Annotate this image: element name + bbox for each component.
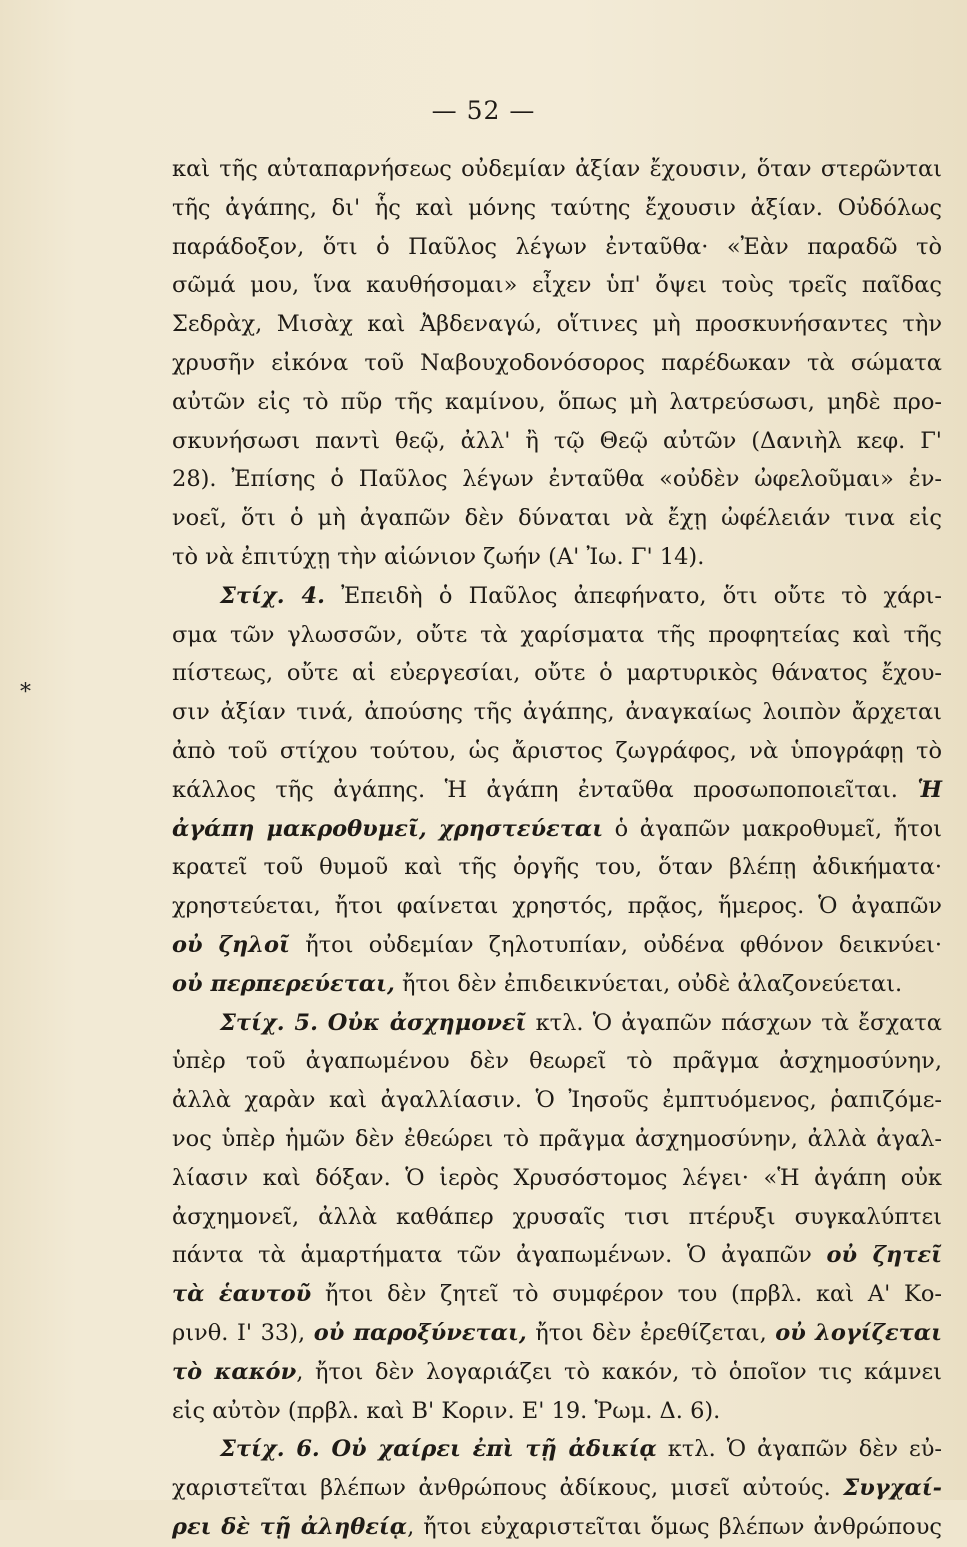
text-run: ἤτοι οὐδεμίαν ζηλοτυπίαν, οὐδένα φθόνον δεικνύει· bbox=[289, 931, 942, 958]
text-run: χρυσῆν εἰκόνα τοῦ Ναβουχοδονόσορος παρέδωκαν τὰ σώματα bbox=[172, 349, 942, 376]
text-run: νοεῖ, ὅτι ὁ μὴ ἀγαπῶν δὲν δύναται νὰ ἔχῃ ὠφέλειάν τινα εἰς bbox=[172, 505, 942, 532]
text-line bbox=[172, 383, 942, 422]
text-run: κτλ. Ὁ ἀγαπῶν δὲν εὐ- bbox=[656, 1436, 942, 1463]
text-run: λίασιν καὶ δόξαν. Ὁ ἱερὸς Χρυσόστομος λέγει· «Ἡ ἀγάπη οὐκ bbox=[172, 1164, 942, 1191]
text-line bbox=[172, 1004, 942, 1043]
text-run: κρατεῖ τοῦ θυμοῦ καὶ τῆς ὀργῆς του, ὅταν βλέπῃ ἀδικήματα· bbox=[172, 854, 942, 881]
text-line bbox=[172, 266, 942, 305]
text-run: κτλ. Ὁ ἀγαπῶν πάσχων τὰ ἔσχατα bbox=[526, 1009, 942, 1036]
text-line bbox=[172, 1198, 942, 1237]
emphasis-text: οὐ ζητεῖ bbox=[826, 1242, 942, 1269]
text-line bbox=[172, 1314, 942, 1353]
text-run: νος ὑπὲρ ἡμῶν δὲν ἐθεώρει τὸ πρᾶγμα ἀσχημοσύνην, ἀλλὰ ἀγαλ- bbox=[172, 1125, 942, 1152]
emphasis-text: οὐ περπερεύεται, bbox=[172, 970, 395, 997]
text-line bbox=[172, 732, 942, 771]
text-run: ἀλλὰ χαρὰν καὶ ἀγαλλίασιν. Ὁ Ἰησοῦς ἐμπτυόμενος, ῥαπιζόμε- bbox=[172, 1087, 942, 1114]
text-run: ἤτοι δὲν ἐρεθίζεται, bbox=[526, 1319, 776, 1346]
emphasis-text: ἀγάπη μακροθυμεῖ, χρηστεύεται bbox=[172, 815, 604, 842]
emphasis-text: ρει δὲ τῇ ἀληθείᾳ bbox=[172, 1513, 408, 1540]
page-number: — 52 — bbox=[431, 96, 536, 125]
emphasis-text: οὐ παροξύνεται, bbox=[313, 1319, 527, 1346]
text-line bbox=[172, 538, 942, 577]
text-line bbox=[172, 422, 942, 461]
text-run: 28). Ἐπίσης ὁ Παῦλος λέγων ἐνταῦθα «οὐδὲν ὠφελοῦμαι» ἐν- bbox=[172, 466, 942, 493]
text-run: καὶ τῆς αὐταπαρνήσεως οὐδεμίαν ἀξίαν ἔχουσιν, ὅταν στερῶνται bbox=[172, 156, 942, 182]
text-run: τὸ νὰ ἐπιτύχῃ τὴν αἰώνιον ζωήν (Α' Ἰω. Γ' 14). bbox=[172, 543, 705, 570]
emphasis-text: οὐ λογίζεται bbox=[775, 1319, 943, 1346]
text-line bbox=[172, 654, 942, 693]
text-line bbox=[172, 887, 942, 926]
emphasis-text: Στίχ. 5. Οὐκ ἀσχημονεῖ bbox=[220, 1009, 527, 1036]
text-line bbox=[172, 965, 942, 1004]
emphasis-text: Ἡ bbox=[917, 776, 942, 803]
text-run: ὁ ἀγαπῶν μακροθυμεῖ, ἤτοι bbox=[603, 815, 942, 842]
text-line bbox=[172, 499, 942, 538]
text-line bbox=[172, 810, 942, 849]
text-line bbox=[172, 1392, 942, 1431]
text-line bbox=[172, 1353, 942, 1392]
emphasis-text: οὐ ζηλοῖ bbox=[172, 931, 290, 958]
emphasis-text: Στίχ. 4. bbox=[220, 582, 325, 609]
emphasis-text: Συγχαί- bbox=[843, 1475, 942, 1502]
text-line bbox=[172, 1508, 942, 1547]
emphasis-text: Στίχ. 6. Οὐ χαίρει ἐπὶ τῇ ἀδικίᾳ bbox=[220, 1436, 657, 1463]
emphasis-text: τὰ ἑαυτοῦ bbox=[172, 1281, 312, 1308]
margin-mark: * bbox=[20, 680, 31, 705]
text-line bbox=[172, 305, 942, 344]
text-line bbox=[172, 1469, 942, 1508]
text-line bbox=[172, 460, 942, 499]
text-run: σῶμά μου, ἵνα καυθήσομαι» εἶχεν ὑπ' ὄψει τοὺς τρεῖς παῖδας bbox=[172, 272, 942, 299]
text-line bbox=[172, 616, 942, 655]
text-run: ἀπὸ τοῦ στίχου τούτου, ὡς ἄριστος ζωγράφος, νὰ ὑπογράφῃ τὸ bbox=[172, 737, 942, 764]
text-run: ἤτοι δὲν ζητεῖ τὸ συμφέρον του (πρβλ. καὶ Α' Κο- bbox=[311, 1281, 942, 1308]
text-line bbox=[172, 1430, 942, 1469]
text-line bbox=[172, 693, 942, 732]
text-run: σκυνήσωσι παντὶ θεῷ, ἀλλ' ἢ τῷ Θεῷ αὐτῶν (Δανιὴλ κεφ. Γ' bbox=[172, 427, 942, 454]
text-run: παράδοξον, ὅτι ὁ Παῦλος λέγων ἐνταῦθα· «Ἐὰν παραδῶ τὸ bbox=[172, 233, 942, 260]
text-run: Ἐπειδὴ ὁ Παῦλος ἀπεφήνατο, ὅτι οὔτε τὸ χάρι- bbox=[324, 582, 942, 609]
text-line bbox=[172, 1236, 942, 1275]
text-run: χρηστεύεται, ἤτοι φαίνεται χρηστός, πρᾷος, ἥμερος. Ὁ ἀγαπῶν bbox=[172, 893, 942, 920]
text-run: ρινθ. Ι' 33), bbox=[172, 1319, 314, 1346]
text-run: , ἤτοι εὐχαριστεῖται ὅμως βλέπων ἀνθρώπους bbox=[407, 1513, 942, 1540]
text-run: εἰς αὐτὸν (πρβλ. καὶ Β' Κοριν. Ε' 19. Ῥωμ. Δ. 6). bbox=[172, 1397, 721, 1424]
text-line bbox=[172, 577, 942, 616]
text-line bbox=[172, 926, 942, 965]
text-line bbox=[172, 228, 942, 267]
text-line bbox=[172, 150, 942, 189]
text-run: , ἤτοι δὲν λογαριάζει τὸ κακόν, τὸ ὁποῖον τις κάμνει bbox=[296, 1358, 942, 1385]
text-line bbox=[172, 1275, 942, 1314]
text-run: χαριστεῖται βλέπων ἀνθρώπους ἀδίκους, μισεῖ αὐτούς. bbox=[172, 1475, 844, 1502]
text-line bbox=[172, 1120, 942, 1159]
text-line bbox=[172, 771, 942, 810]
text-run: πάντα τὰ ἁμαρτήματα τῶν ἀγαπωμένων. Ὁ ἀγαπῶν bbox=[172, 1242, 827, 1269]
text-run: σμα τῶν γλωσσῶν, οὔτε τὰ χαρίσματα τῆς προφητείας καὶ τῆς bbox=[172, 621, 942, 648]
emphasis-text: τὸ κακόν bbox=[172, 1358, 297, 1385]
text-run: ἀσχημονεῖ, ἀλλὰ καθάπερ χρυσαῖς τισι πτέρυξι συγκαλύπτει bbox=[172, 1203, 942, 1230]
text-run: κάλλος τῆς ἀγάπης. Ἡ ἀγάπη ἐνταῦθα προσωποποιεῖται. bbox=[172, 776, 918, 803]
text-run: ὑπὲρ τοῦ ἀγαπωμένου δὲν θεωρεῖ τὸ πρᾶγμα ἀσχημοσύνην, bbox=[172, 1048, 942, 1075]
text-line bbox=[172, 344, 942, 383]
text-run: ἤτοι δὲν ἐπιδεικνύεται, οὐδὲ ἀλαζονεύεται. bbox=[394, 970, 903, 997]
body-text bbox=[172, 150, 942, 1547]
text-run: Σεδρὰχ, Μισὰχ καὶ Ἀβδεναγώ, οἵτινες μὴ προσκυνήσαντες τὴν bbox=[172, 311, 942, 338]
text-line bbox=[172, 1042, 942, 1081]
text-line bbox=[172, 1081, 942, 1120]
text-run: σιν ἀξίαν τινά, ἀπούσης τῆς ἀγάπης, ἀναγκαίως λοιπὸν ἄρχεται bbox=[172, 699, 942, 726]
text-line bbox=[172, 1159, 942, 1198]
text-run: πίστεως, οὔτε αἱ εὐεργεσίαι, οὔτε ὁ μαρτυρικὸς θάνατος ἔχου- bbox=[172, 660, 942, 687]
text-line bbox=[172, 189, 942, 228]
text-run: αὐτῶν εἰς τὸ πῦρ τῆς καμίνου, ὅπως μὴ λατρεύσωσι, μηδὲ προ- bbox=[172, 388, 942, 415]
text-run: τῆς ἀγάπης, δι' ἧς καὶ μόνης ταύτης ἔχουσιν ἀξίαν. Οὐδόλως bbox=[172, 194, 942, 221]
text-line bbox=[172, 848, 942, 887]
